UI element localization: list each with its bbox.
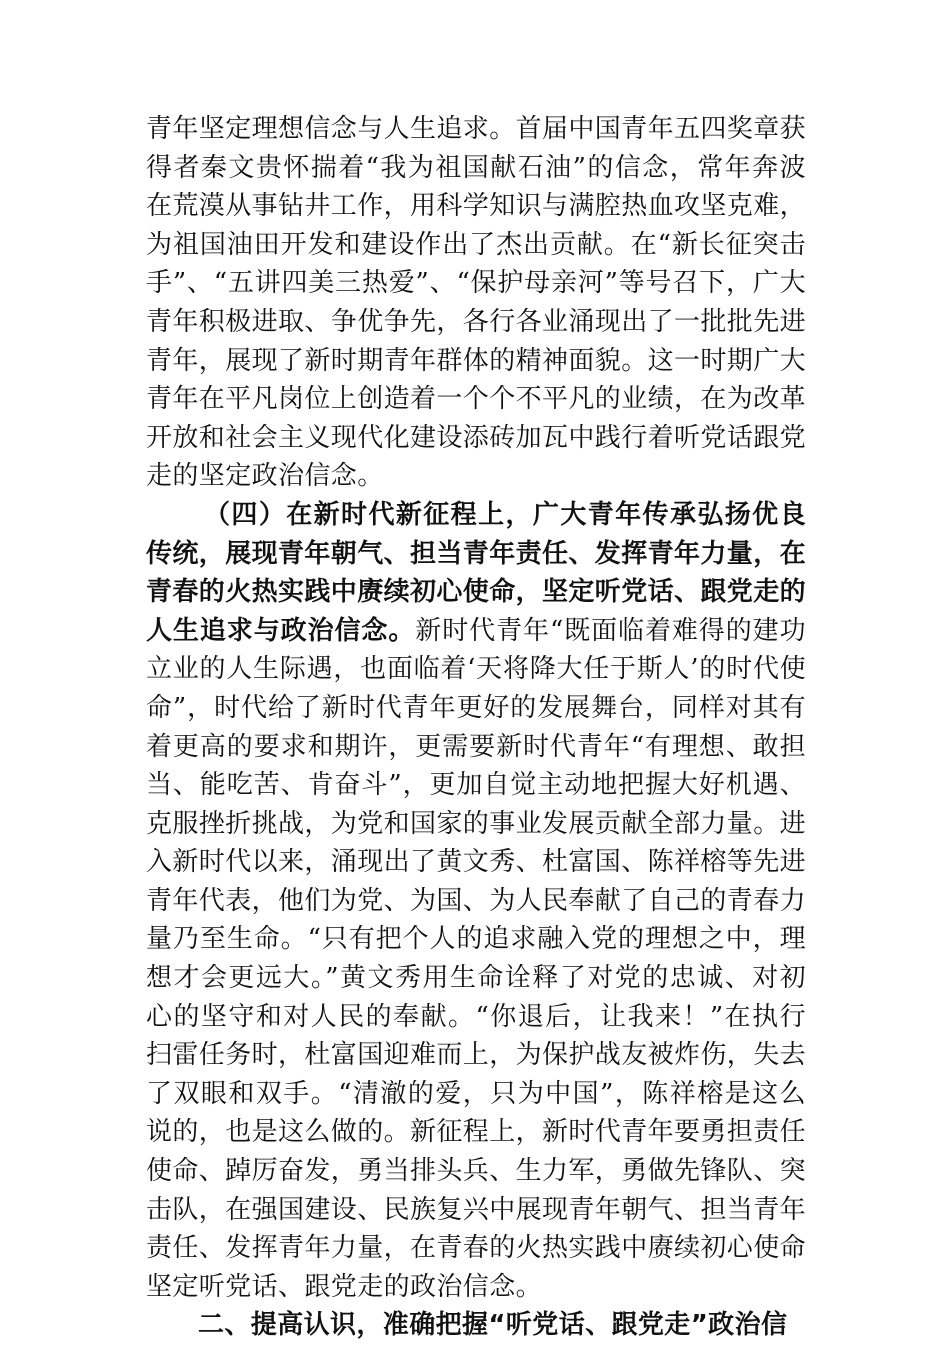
section-two-heading: 二、提高认识，准确把握“听党话、跟党走”政治信 — [198, 1310, 788, 1341]
paragraph-qin-wengui: 青年坚定理想信念与人生追求。首届中国青年五四奖章获得者秦文贵怀揣着“我为祖国献石油”的信念，常年奔波在荒漠从事钻井工作，用科学知识与满腔热血攻坚克难，为祖国油田开发和建设作出了杰出贡献。在“新长征突击手”、“五讲四美三热爱”、“保护母亲河”等号召下，广大青年积极进取、争优争先，各行各业涌现出了一批批先进青年，展现了新时期青年群体的精神面貌。这一时期广大青年在平凡岗位上创造着一个个不平凡的业绩，在为改革开放和社会主义现代化建设添砖加瓦中践行着听党话跟党走的坚定政治信念。 — [146, 114, 807, 492]
section-four-lead-sentence: （四）在新时代新征程上，广大青年传承弘扬优良传统，展现青年朝气、担当青年责任、发挥青年力量，在青春的火热实践中赓续初心使命，坚定听党话、跟党走的人生追求与政治信念。 — [146, 499, 807, 646]
paragraph-new-era — [146, 496, 806, 1306]
document-body — [146, 110, 806, 1345]
section-four-body: 新时代青年“既面临着难得的建功立业的人生际遇，也面临着‘天将降大任于斯人’的时代使命”，时代给了新时代青年更好的发展舞台，同样对其有着更高的要求和期许，更需要新时代青年“有理想、敢担当、能吃苦、肯奋斗”，更加自觉主动地把握大好机遇、克服挫折挑战，为党和国家的事业发展贡献全部力量。进入新时代以来，涌现出了黄文秀、杜富国、陈祥榕等先进青年代表，他们为党、为国、为人民奉献了自己的青春力量乃至生命。“只有把个人的追求融入党的理想之中，理想才会更远大。”黄文秀用生命诠释了对党的忠诚、对初心的坚守和对人民的奉献。“你退后，让我来！”在执行扫雷任务时，杜富国迎难而上，为保护战友被炸伤，失去了双眼和双手。“清澈的爱，只为中国”，陈祥榕是这么说的，也是这么做的。新征程上，新时代青年要勇担责任使命、踔厉奋发，勇当排头兵、生力军，勇做先锋队、突击队，在强国建设、民族复兴中展现青年朝气、担当青年责任、发挥青年力量，在青春的火热实践中赓续初心使命坚定听党话、跟党走的政治信念。 — [146, 615, 807, 1302]
